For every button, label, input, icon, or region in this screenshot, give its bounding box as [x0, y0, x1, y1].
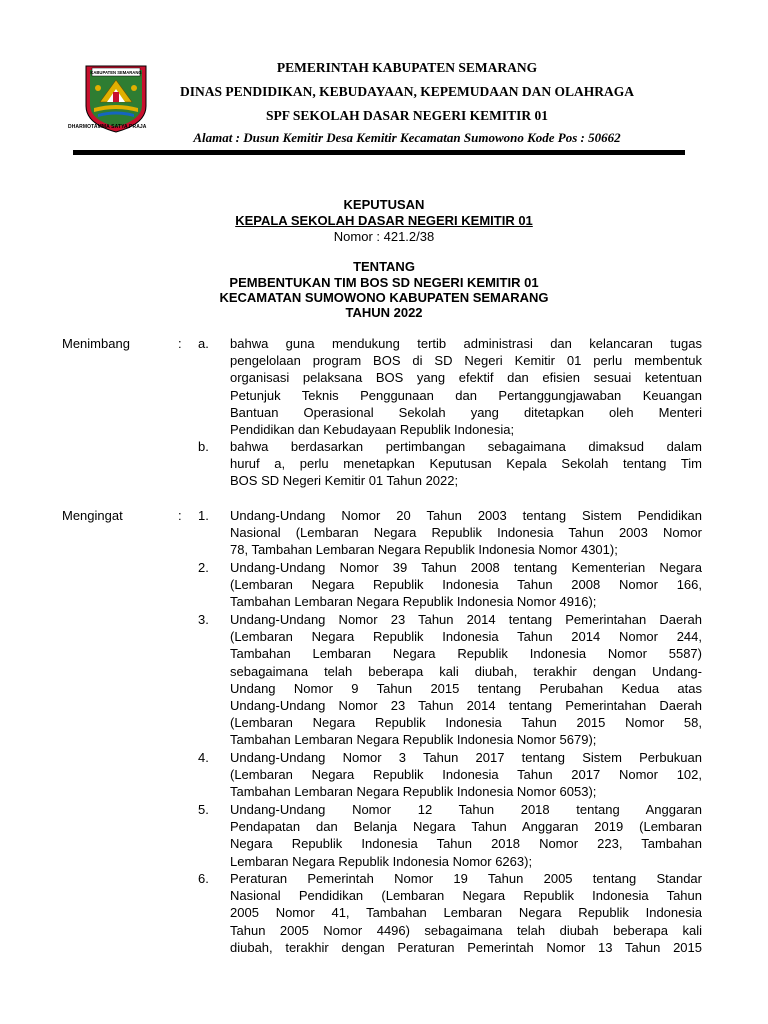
paragraph-line: Pendapatan dan Belanja Negara Tahun Anggaran 2019 (Lembaran [230, 819, 702, 835]
mengingat-item-2 [230, 559, 702, 611]
title-kepala-sekolah [0, 213, 768, 229]
paragraph-line: Tambahan Lembaran Negara Republik Indonesia Nomor 6053); [230, 784, 597, 800]
mengingat-item-3-mark: 3. [198, 612, 209, 627]
paragraph-line: Tahun 2005 Nomor 4496) sebagaimana telah diubah beberapa kali [230, 922, 702, 938]
paragraph-line: 78, Tambahan Lembaran Negara Republik Indonesia Nomor 4301); [230, 542, 618, 558]
paragraph-line: 2005 Nomor 41, Tambahan Lembaran Negara Republik Indonesia [230, 905, 702, 921]
paragraph-line: (Lembaran Negara Republik Indonesia Tahun 2008 Nomor 166, [230, 577, 702, 593]
paragraph-line: Undang-Undang Nomor 12 Tahun 2018 tentang Anggaran [230, 802, 702, 817]
paragraph-line: Undang-Undang Nomor 23 Tahun 2014 tentang Pemerintahan Daerah [230, 698, 702, 714]
paragraph-line: Tambahan Lembaran Negara Republik Indonesia Nomor 4916); [230, 594, 597, 610]
title-tentang: TENTANG [353, 259, 415, 274]
paragraph-line: bahwa guna mendukung tertib administrasi dan kelancaran tugas [230, 336, 702, 351]
logo-banner-text: KABUPATEN SEMARANG [90, 70, 142, 75]
mengingat-item-5-mark: 5. [198, 802, 209, 817]
menimbang-item-b [230, 438, 702, 490]
mengingat-item-6-mark: 6. [198, 871, 209, 886]
paragraph-line: Undang-Undang Nomor 20 Tahun 2003 tentang Sistem Pendidikan [230, 508, 702, 523]
paragraph-line: diubah, terakhir dengan Peraturan Pemerintah Nomor 13 Tahun 2015 [230, 939, 702, 955]
mengingat-item-1 [230, 507, 702, 559]
paragraph-line: Undang Nomor 9 Tahun 2015 tentang Perubahan Kedua atas [230, 680, 702, 696]
paragraph-line: pengelolaan program BOS di SD Negeri Kemitir 01 perlu membentuk [230, 353, 702, 369]
paragraph-line: Undang-Undang Nomor 23 Tahun 2014 tentang Pemerintahan Daerah [230, 612, 702, 627]
title-subject-line2: KECAMATAN SUMOWONO KABUPATEN SEMARANG [219, 290, 549, 305]
paragraph-line: (Lembaran Negara Republik Indonesia Tahun 2014 Nomor 244, [230, 629, 702, 645]
mengingat-item-3 [230, 611, 702, 749]
paragraph-line: bahwa berdasarkan pertimbangan sebagaimana dimaksud dalam [230, 439, 702, 454]
mengingat-item-4 [230, 749, 702, 801]
paragraph-line: Peraturan Pemerintah Nomor 19 Tahun 2005 tentang Standar [230, 871, 702, 886]
paragraph-line: (Lembaran Negara Republik Indonesia Tahun 2015 Nomor 58, [230, 715, 702, 731]
mengingat-item-5 [230, 801, 702, 870]
paragraph-line: Bantuan Operasional Sekolah yang ditetapkan oleh Menteri [230, 404, 702, 420]
paragraph-line: Nasional Pendidikan (Lembaran Negara Republik Indonesia Tahun [230, 888, 702, 904]
menimbang-item-a-mark: a. [198, 336, 209, 351]
title-subject-line1: PEMBENTUKAN TIM BOS SD NEGERI KEMITIR 01 [229, 275, 539, 290]
menimbang-colon: : [178, 336, 182, 351]
menimbang-item-a [230, 335, 702, 438]
paragraph-line: Tambahan Lembaran Negara Republik Indonesia Nomor 5679); [230, 732, 597, 748]
kop-sekolah: SPF SEKOLAH DASAR NEGERI KEMITIR 01 [266, 108, 548, 123]
mengingat-colon: : [178, 508, 182, 523]
logo-motto: DHARMOTAMMA SATYA PRAJA [68, 124, 147, 130]
paragraph-line: Nasional (Lembaran Negara Republik Indonesia Tahun 2003 Nomor [230, 525, 702, 541]
paragraph-line: Pendidikan dan Kebudayaan Republik Indonesia; [230, 422, 515, 438]
paragraph-line: Tambahan Lembaran Negara Republik Indonesia Nomor 5587) [230, 646, 702, 662]
paragraph-line: BOS SD Negeri Kemitir 01 Tahun 2022; [230, 473, 459, 489]
letterhead-divider [73, 150, 685, 155]
mengingat-item-6 [230, 870, 702, 956]
kop-pemerintah: PEMERINTAH KABUPATEN SEMARANG [276, 60, 538, 75]
title-nomor: Nomor : 421.2/38 [333, 229, 435, 244]
title-tahun: TAHUN 2022 [345, 305, 423, 320]
paragraph-line: organisasi pelaksana BOS yang efektif dan efisien sesuai ketentuan [230, 370, 702, 386]
paragraph-line: Petunjuk Teknis Penggunaan dan Pertanggungjawaban Keuangan [230, 387, 702, 403]
paragraph-line: Negara Republik Indonesia Tahun 2018 Nomor 223, Tambahan [230, 836, 702, 852]
title-keputusan: KEPUTUSAN [343, 197, 425, 212]
kop-alamat: Alamat : Dusun Kemitir Desa Kemitir Kecamatan Sumowono Kode Pos : 50662 [193, 130, 621, 145]
title-kepala-sekolah-text: KEPALA SEKOLAH DASAR NEGERI KEMITIR 01 [235, 213, 533, 228]
paragraph-line: (Lembaran Negara Republik Indonesia Tahun 2017 Nomor 102, [230, 767, 702, 783]
kop-dinas: DINAS PENDIDIKAN, KEBUDAYAAN, KEPEMUDAAN DAN OLAHRAGA [180, 84, 634, 99]
mengingat-label: Mengingat [62, 508, 123, 523]
mengingat-item-2-mark: 2. [198, 560, 209, 575]
paragraph-line: huruf a, perlu menetapkan Keputusan Kepala Sekolah tentang Tim [230, 456, 702, 472]
paragraph-line: sebagaimana telah beberapa kali diubah, terakhir dengan Undang- [230, 663, 702, 679]
paragraph-line: Undang-Undang Nomor 3 Tahun 2017 tentang Sistem Perbukuan [230, 750, 702, 765]
menimbang-item-b-mark: b. [198, 439, 209, 454]
mengingat-item-1-mark: 1. [198, 508, 209, 523]
menimbang-label: Menimbang [62, 336, 130, 351]
paragraph-line: Undang-Undang Nomor 39 Tahun 2008 tentang Kementerian Negara [230, 560, 702, 575]
mengingat-item-4-mark: 4. [198, 750, 209, 765]
paragraph-line: Lembaran Negara Republik Indonesia Nomor 6263); [230, 853, 533, 869]
